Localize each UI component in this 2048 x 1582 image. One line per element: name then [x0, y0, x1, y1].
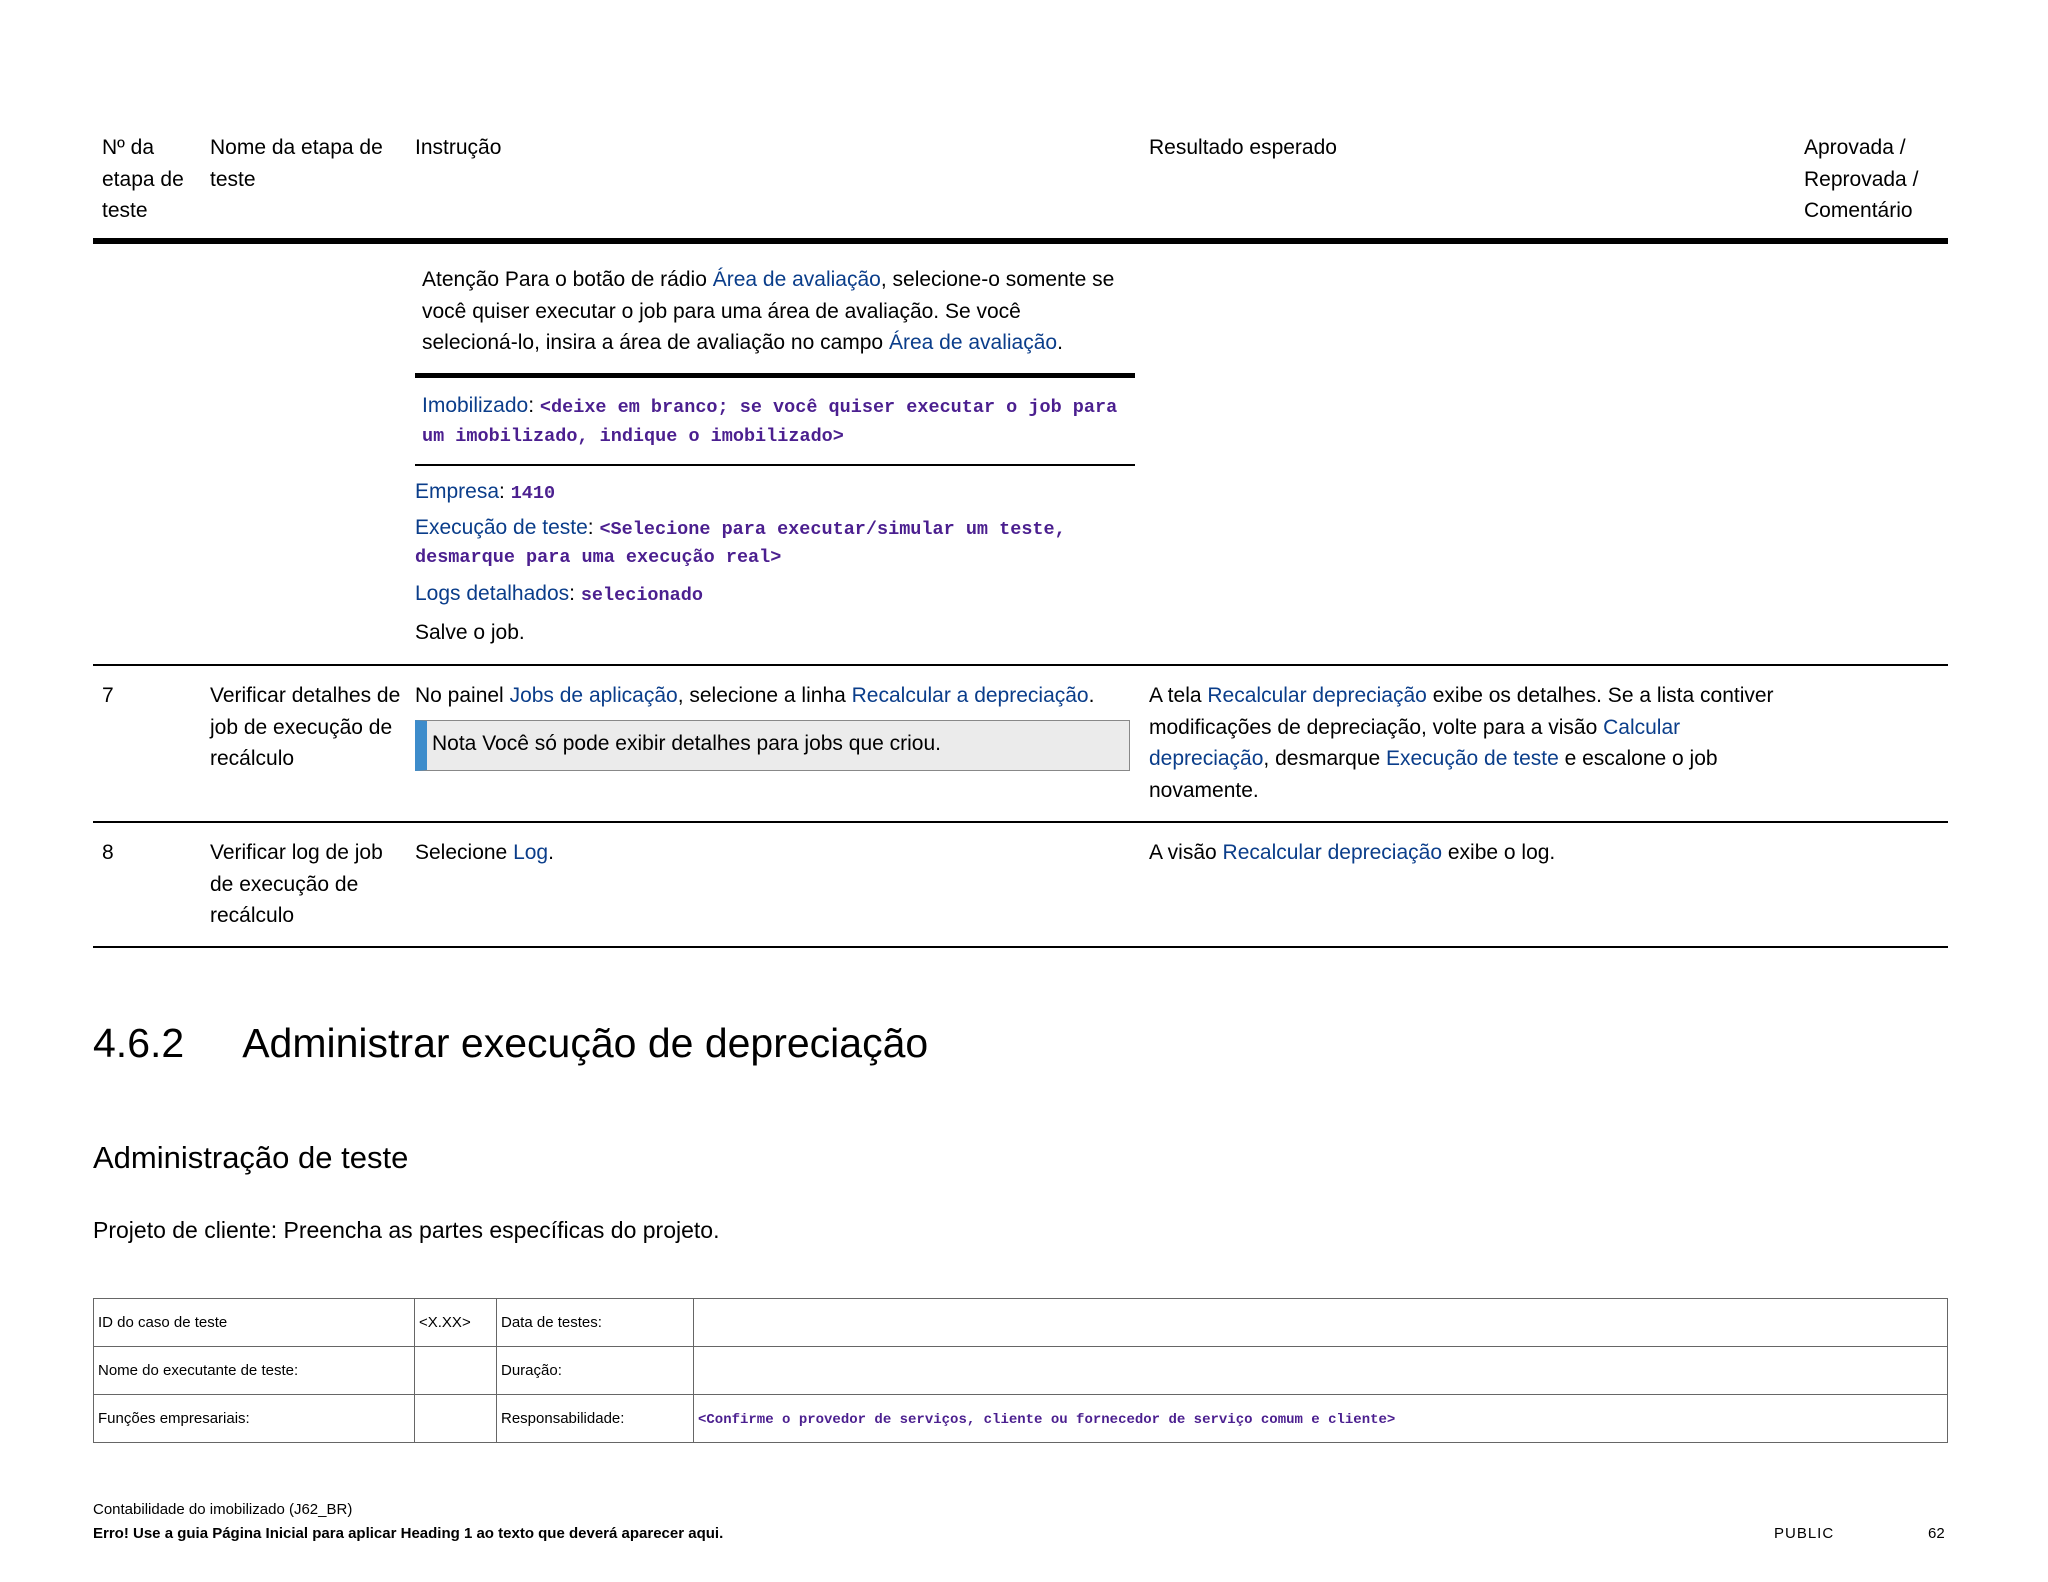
section-heading — [93, 1018, 928, 1068]
header-rule — [93, 238, 1948, 244]
step-name: Verificar detalhes de job de execução de recálculo — [210, 684, 401, 770]
step-number: 8 — [102, 841, 114, 864]
table-cell: Data de testes: — [497, 1299, 694, 1347]
table-cell: Funções empresariais: — [94, 1395, 415, 1443]
area-avaliacao-field-link: Área de avaliação — [888, 331, 1058, 354]
header-step-name: Nome da etapa de teste — [210, 136, 383, 191]
footer-document-name: Contabilidade do imobilizado (J62_BR) — [93, 1501, 353, 1518]
logs-detalhados-field: Logs detalhados: selecionado — [415, 582, 703, 606]
test-admin-table — [93, 1298, 1948, 1443]
imobilizado-field: Imobilizado: <deixe em branco; se você quiser executar o job para um imobilizado, indique o imobilizado> — [422, 394, 1118, 447]
header-instruction: Instrução — [415, 136, 502, 159]
row-rule — [93, 821, 1948, 823]
table-bottom-rule — [93, 946, 1948, 948]
save-instruction: Salve o job. — [415, 621, 525, 644]
step-instruction: No painel Jobs de aplicação, selecione a linha Recalcular a depreciação. — [415, 684, 1095, 707]
table-cell: Duração: — [497, 1347, 694, 1395]
table-cell[interactable]: <Confirme o provedor de serviços, cliente ou fornecedor de serviço comum e cliente> — [694, 1395, 1948, 1443]
table-cell: <X.XX> — [415, 1299, 497, 1347]
project-note: Projeto de cliente: Preencha as partes específicas do projeto. — [93, 1217, 720, 1243]
header-expected-result: Resultado esperado — [1149, 136, 1337, 159]
step-instruction: Selecione Log. — [415, 841, 554, 864]
table-cell: Responsabilidade: — [497, 1395, 694, 1443]
header-pass-fail: Aprovada / Reprovada / Comentário — [1804, 136, 1919, 222]
step-number: 7 — [102, 684, 114, 707]
table-cell: ID do caso de teste — [94, 1299, 415, 1347]
step-expected-result: A visão Recalcular depreciação exibe o log. — [1149, 841, 1556, 864]
table-row — [94, 1395, 1948, 1443]
table-cell[interactable] — [415, 1347, 497, 1395]
attention-rule — [415, 373, 1135, 378]
step-expected-result: A tela Recalcular depreciação exibe os detalhes. Se a lista contiver modificações de depreciação, volte para a visão Calcular depreciação, desmarque Execução de teste e escalone o job novamente. — [1149, 684, 1774, 802]
table-row — [94, 1299, 1948, 1347]
subsection-heading: Administração de teste — [93, 1140, 409, 1175]
table-cell[interactable] — [415, 1395, 497, 1443]
imobilizado-rule — [415, 464, 1135, 466]
attention-note: Atenção Para o botão de rádio Área de avaliação, selecione-o somente se você quiser executar o job para uma área de avaliação. Se você selecioná-lo, insira a área de avaliação no campo Área de avaliação. — [422, 268, 1115, 354]
footer-page-number: 62 — [1928, 1525, 1945, 1542]
row-rule — [93, 664, 1948, 666]
header-step-number: Nº da etapa de teste — [102, 136, 184, 222]
imobilizado-value: <deixe em branco; se você quiser executar o job para um imobilizado, indique o imobilizado> — [422, 397, 1118, 447]
table-cell[interactable] — [694, 1347, 1948, 1395]
note-box: Nota Você só pode exibir detalhes para jobs que criou. — [415, 720, 1130, 771]
section-number: 4.6.2 — [93, 1020, 185, 1066]
area-avaliacao-link: Área de avaliação — [712, 268, 881, 291]
step-name: Verificar log de job de execução de recálculo — [210, 841, 383, 927]
table-cell[interactable] — [694, 1299, 1948, 1347]
empresa-field: Empresa: 1410 — [415, 480, 556, 504]
section-title: Administrar execução de depreciação — [242, 1020, 929, 1066]
table-row — [94, 1347, 1948, 1395]
footer-classification: PUBLIC — [1774, 1525, 1835, 1542]
footer-error-text: Erro! Use a guia Página Inicial para aplicar Heading 1 ao texto que deverá aparecer aqui. — [93, 1525, 724, 1542]
table-cell: Nome do executante de teste: — [94, 1347, 415, 1395]
execucao-teste-field: Execução de teste: <Selecione para executar/simular um teste, desmarque para uma execução real> — [415, 516, 1066, 568]
